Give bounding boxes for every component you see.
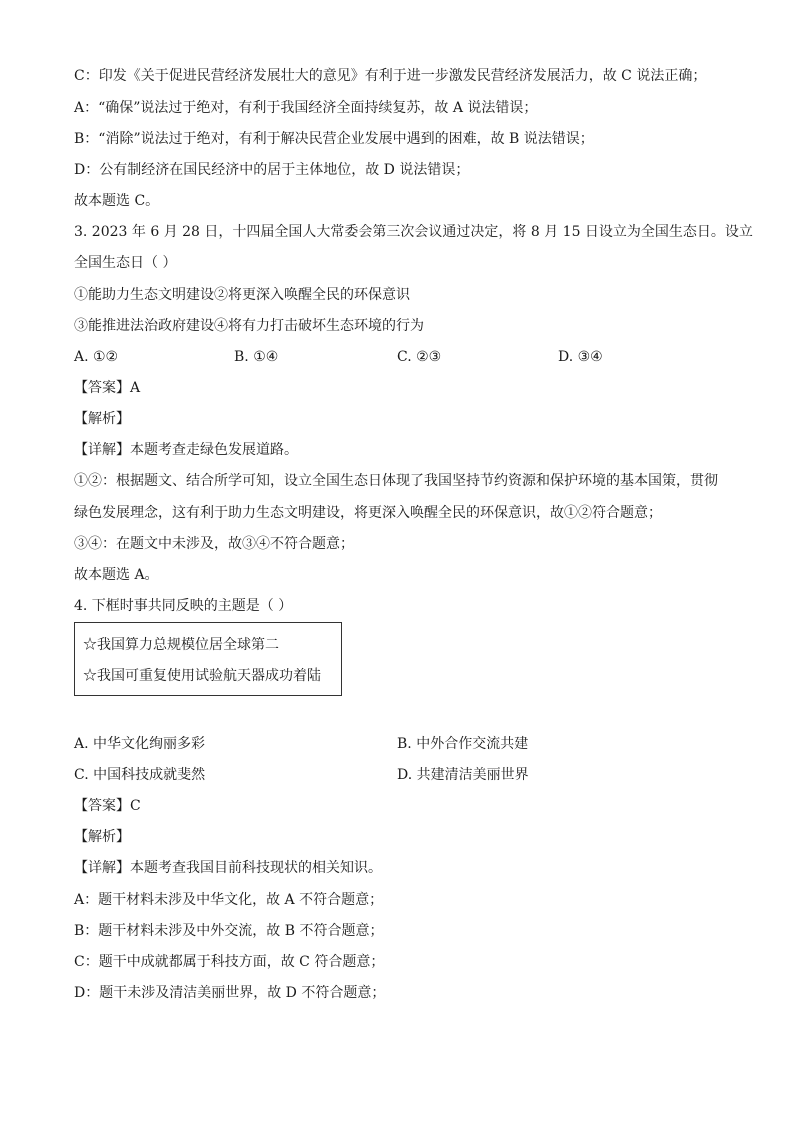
q4-option-c: C. 中国科技成就斐然 bbox=[74, 767, 206, 783]
q4-stem: 4. 下框时事共同反映的主题是（ ） bbox=[74, 598, 293, 614]
q4-box-item-1: ☆我国算力总规模位居全球第二 bbox=[83, 637, 279, 653]
q4-analysis-label: 【解析】 bbox=[74, 829, 130, 845]
q3-conclusion: 故本题选 A。 bbox=[74, 567, 159, 583]
explanation-line-d: D：公有制经济在国民经济中的居于主体地位，故 D 说法错误； bbox=[74, 162, 470, 178]
q3-answer: 【答案】A bbox=[74, 380, 141, 396]
q4-explanation-d: D：题干未涉及清洁美丽世界，故 D 不符合题意； bbox=[74, 985, 386, 1001]
q3-explanation-1b: 绿色发展理念，这有利于助力生态文明建设，将更深入唤醒全民的环保意识，故①②符合题意； bbox=[74, 505, 662, 521]
q3-option-a: A. ①② bbox=[74, 349, 119, 365]
q3-statement-2: ③能推进法治政府建设④将有力打击破坏生态环境的行为 bbox=[74, 318, 424, 334]
q4-news-box bbox=[74, 622, 342, 696]
q4-explanation-c: C：题干中成就都属于科技方面，故 C 符合题意； bbox=[74, 954, 385, 970]
explanation-line-a: A：“确保”说法过于绝对，有利于我国经济全面持续复苏，故 A 说法错误； bbox=[74, 100, 538, 116]
q3-detail: 【详解】本题考查走绿色发展道路。 bbox=[74, 442, 298, 458]
explanation-line-b: B：“消除”说法过于绝对，有利于解决民营企业发展中遇到的困难，故 B 说法错误； bbox=[74, 131, 594, 147]
q3-option-c: C. ②③ bbox=[397, 349, 442, 365]
q4-option-b: B. 中外合作交流共建 bbox=[397, 736, 529, 752]
q3-explanation-2: ③④：在题文中未涉及，故③④不符合题意； bbox=[74, 536, 354, 552]
q3-analysis-label: 【解析】 bbox=[74, 411, 130, 427]
q4-explanation-a: A：题干材料未涉及中华文化，故 A 不符合题意； bbox=[74, 892, 384, 908]
q3-option-d: D. ③④ bbox=[558, 349, 603, 365]
q4-option-a: A. 中华文化绚丽多彩 bbox=[74, 736, 206, 752]
q3-option-b: B. ①④ bbox=[234, 349, 279, 365]
q4-box-item-2: ☆我国可重复使用试验航天器成功着陆 bbox=[83, 668, 321, 684]
q3-explanation-1a: ①②：根据题文、结合所学可知，设立全国生态日体现了我国坚持节约资源和保护环境的基本国策，贯彻 bbox=[74, 473, 718, 489]
q3-stem-line-1: 3. 2023 年 6 月 28 日，十四届全国人大常委会第三次会议通过决定，将 8 月 15 日设立为全国生态日。设立 bbox=[74, 224, 753, 240]
conclusion-prev: 故本题选 C。 bbox=[74, 193, 160, 209]
explanation-line-c: C：印发《关于促进民营经济发展壮大的意见》有利于进一步激发民营经济发展活力，故 C 说法正确； bbox=[74, 68, 707, 84]
q4-answer: 【答案】C bbox=[74, 798, 141, 814]
q4-detail: 【详解】本题考查我国目前科技现状的相关知识。 bbox=[74, 860, 382, 876]
q3-stem-line-2: 全国生态日（ ） bbox=[74, 255, 177, 271]
q4-option-d: D. 共建清洁美丽世界 bbox=[397, 767, 529, 783]
q3-statement-1: ①能助力生态文明建设②将更深入唤醒全民的环保意识 bbox=[74, 287, 410, 303]
q4-explanation-b: B：题干材料未涉及中外交流，故 B 不符合题意； bbox=[74, 923, 384, 939]
